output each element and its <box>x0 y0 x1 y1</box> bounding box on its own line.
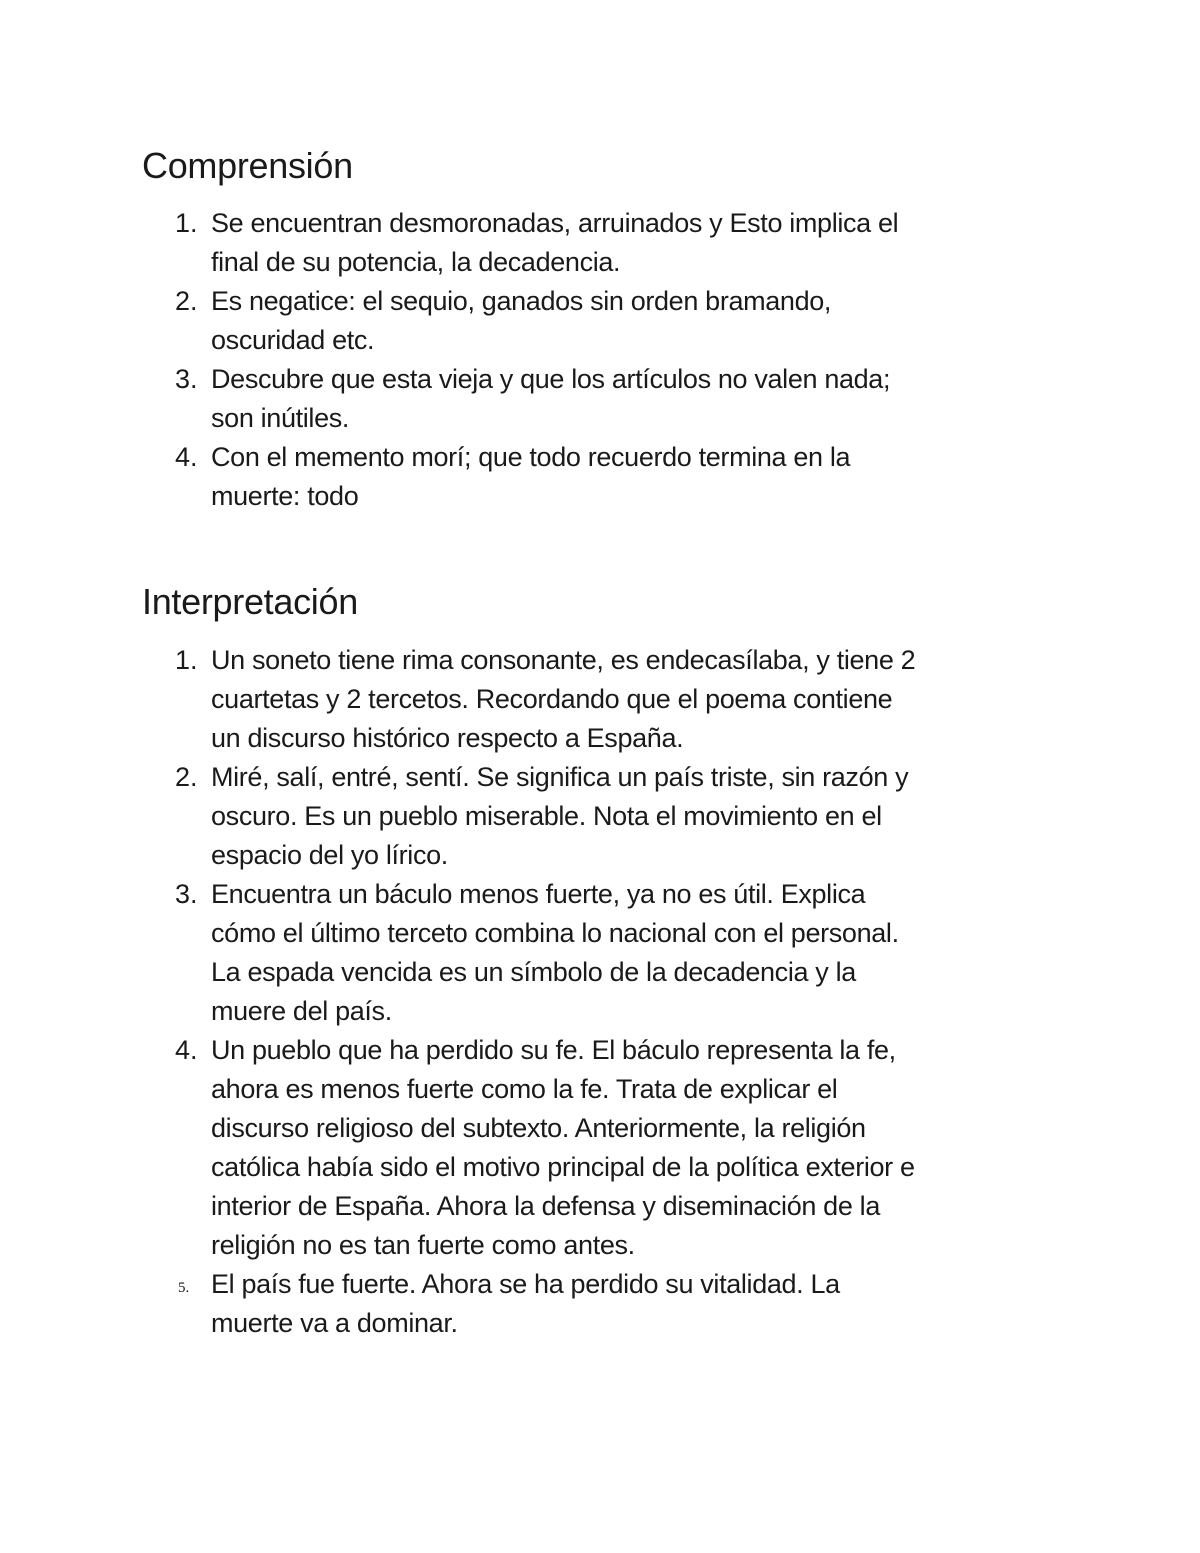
list-item <box>0 758 1200 875</box>
list-item <box>0 641 1200 758</box>
list-item <box>0 282 1200 360</box>
list-item-text: muerte: todo <box>211 481 359 511</box>
list-item-text: ahora es menos fuerte como la fe. Trata de explicar el <box>211 1074 838 1104</box>
list-number: 5. <box>178 1280 190 1296</box>
list-item <box>0 1265 1200 1343</box>
list-item-text: cuartetas y 2 tercetos. Recordando que el poema contiene <box>211 684 893 714</box>
list-item-text: Miré, salí, entré, sentí. Se significa un país triste, sin razón y <box>211 762 909 792</box>
list-number: 1. <box>175 645 198 675</box>
list-item <box>0 438 1200 516</box>
list-item-text: La espada vencida es un símbolo de la decadencia y la <box>211 957 856 987</box>
list-item-text: Un soneto tiene rima consonante, es endecasílaba, y tiene 2 <box>211 645 916 675</box>
list-item-text: un discurso histórico respecto a España. <box>211 723 684 753</box>
list-item-text: Se encuentran desmoronadas, arruinados y Esto implica el <box>211 208 899 238</box>
list-number: 3. <box>175 879 198 909</box>
list-item-text: Encuentra un báculo menos fuerte, ya no es útil. Explica <box>211 879 866 909</box>
list-item-text: cómo el último terceto combina lo nacional con el personal. <box>211 918 899 948</box>
list-item-text: católica había sido el motivo principal de la política exterior e <box>211 1152 915 1182</box>
list-item <box>0 1031 1200 1265</box>
list-item-text: Descubre que esta vieja y que los artículos no valen nada; <box>211 364 891 394</box>
comprension-list <box>0 204 1200 516</box>
list-number: 2. <box>175 762 198 792</box>
list-item-text: Con el memento morí; que todo recuerdo termina en la <box>211 442 851 472</box>
interpretacion-list <box>0 641 1200 1343</box>
list-item-text: oscuridad etc. <box>211 325 375 355</box>
list-number: 1. <box>175 208 198 238</box>
list-item-text: discurso religioso del subtexto. Anteriormente, la religión <box>211 1113 866 1143</box>
section-heading-comprension: Comprensión <box>142 145 353 186</box>
list-item <box>0 360 1200 438</box>
list-item-text: muerte va a dominar. <box>211 1308 458 1338</box>
list-item <box>0 204 1200 282</box>
section-heading-interpretacion: Interpretación <box>142 581 358 622</box>
list-number: 3. <box>175 364 198 394</box>
list-item-text: El país fue fuerte. Ahora se ha perdido su vitalidad. La <box>211 1269 840 1299</box>
list-item-text: Un pueblo que ha perdido su fe. El báculo representa la fe, <box>211 1035 896 1065</box>
list-item-text: oscuro. Es un pueblo miserable. Nota el movimiento en el <box>211 801 882 831</box>
list-item-text: muere del país. <box>211 996 392 1026</box>
list-item-text: son inútiles. <box>211 403 350 433</box>
list-item <box>0 875 1200 1031</box>
list-item-text: religión no es tan fuerte como antes. <box>211 1230 635 1260</box>
list-item-text: Es negatice: el sequio, ganados sin orden bramando, <box>211 286 832 316</box>
list-item-text: final de su potencia, la decadencia. <box>211 247 621 277</box>
list-number: 4. <box>175 1035 198 1065</box>
list-item-text: espacio del yo lírico. <box>211 840 448 870</box>
list-item-text: interior de España. Ahora la defensa y diseminación de la <box>211 1191 880 1221</box>
list-number: 4. <box>175 442 198 472</box>
list-number: 2. <box>175 286 198 316</box>
